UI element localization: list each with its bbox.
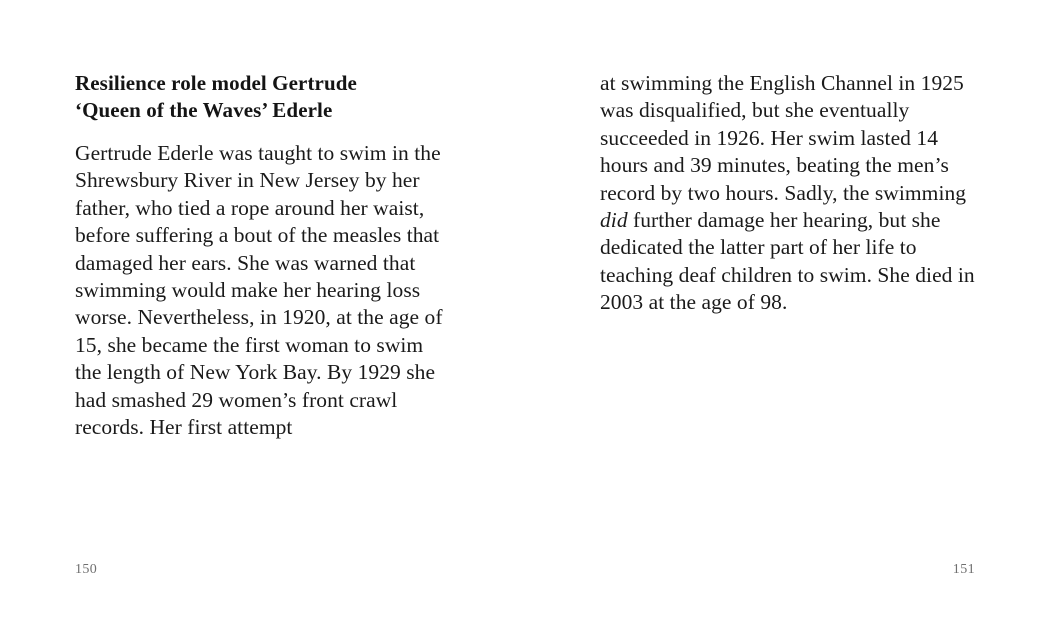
page-title bbox=[75, 70, 455, 124]
page-title-line-2: ‘Queen of the Waves’ Ederle bbox=[75, 98, 333, 122]
paragraph-part-2: further damage her hearing, but she dedicated the latter part of her life to teaching deaf children to swim. She died in 2003 at the age of 98. bbox=[600, 208, 975, 315]
page-number-left: 150 bbox=[75, 562, 98, 577]
paragraph-part-1: at swimming the English Channel in 1925 was disqualified, but she eventually succeeded in 1926. Her swim lasted 14 hours and 39 minutes, beating the men’s record by two hours. Sadly, the swimming bbox=[600, 71, 967, 205]
body-paragraph-right bbox=[600, 70, 982, 317]
page-title-line-1: Resilience role model Gertrude bbox=[75, 71, 357, 95]
emphasized-word: did bbox=[600, 208, 628, 233]
page-number-right: 151 bbox=[952, 562, 975, 577]
page-left-column bbox=[75, 70, 455, 441]
body-paragraph-left: Gertrude Ederle was taught to swim in the Shrewsbury River in New Jersey by her father, who tied a rope around her waist, before suffering a bout of the measles that damaged her ears. She was warned that swimming would make her hearing loss worse. Nevertheless, in 1920, at the age of 15, she became the first woman to swim the length of New York Bay. By 1929 she had smashed 29 women’s front crawl records. Her first attempt bbox=[75, 141, 443, 440]
page-right-column bbox=[600, 70, 982, 317]
page-right bbox=[525, 0, 1050, 635]
